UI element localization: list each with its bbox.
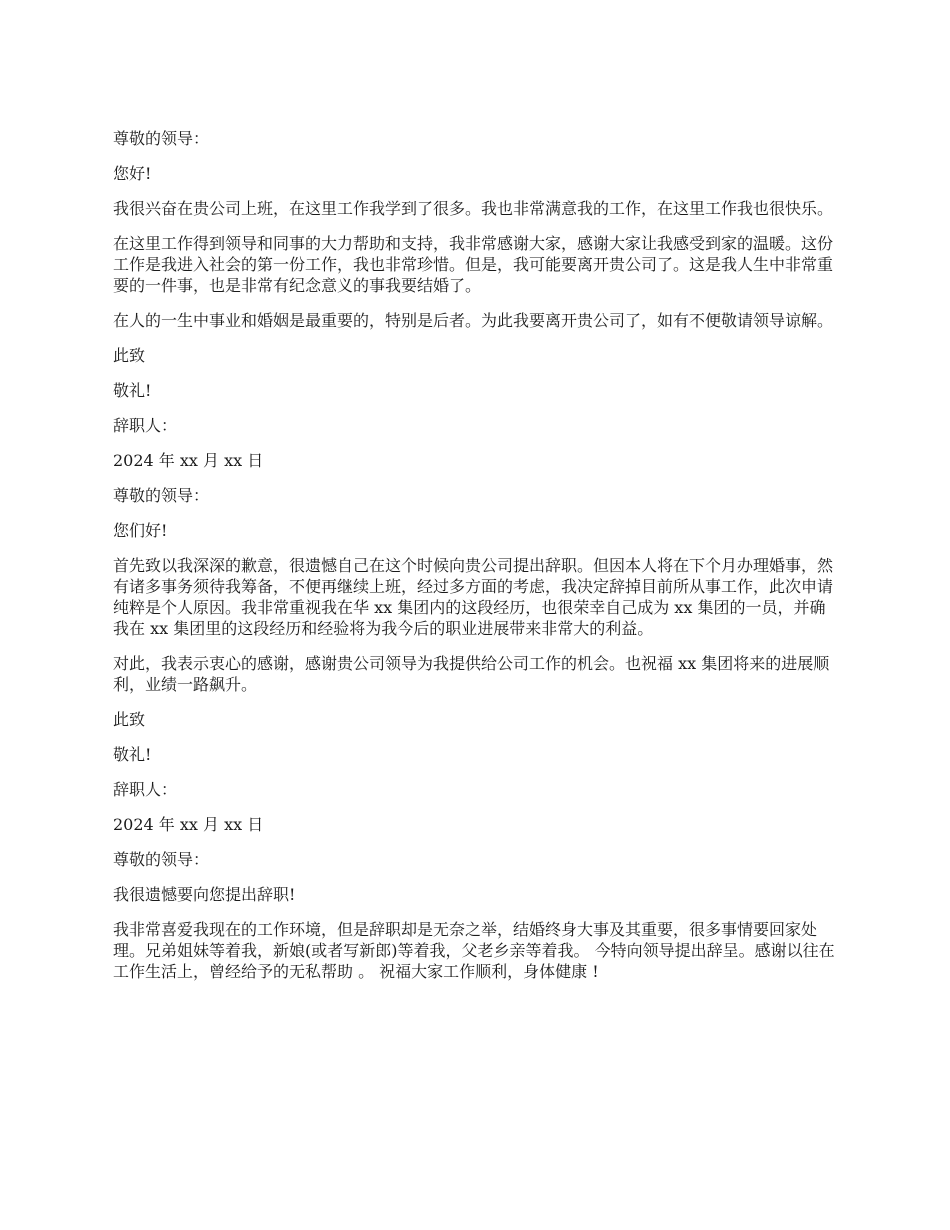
letter-3-paragraph-1: 我非常喜爱我现在的工作环境，但是辞职却是无奈之举，结婚终身大事及其重要，很多事情要回家处理。兄弟姐妹等着我，新娘(或者写新郎)等着我，父老乡亲等着我。 今特向领导提出辞呈。感谢以往在工作生活上，曾经给予的无私帮助 。 祝福大家工作顺利，身体健康 ! bbox=[113, 920, 835, 981]
letter-2-closing-2: 敬礼! bbox=[113, 745, 152, 764]
letter-1-paragraph-3: 在人的一生中事业和婚姻是最重要的，特别是后者。为此我要离开贵公司了，如有不便敬请领导谅解。 bbox=[113, 311, 834, 330]
letter-1-greeting: 您好! bbox=[113, 164, 152, 183]
letter-2-paragraph-2: 对此，我表示衷心的感谢，感谢贵公司领导为我提供给公司工作的机会。也祝福 xx 集团将来的进展顺利，业绩一路飙升。 bbox=[113, 654, 830, 694]
letter-3-greeting: 我很遗憾要向您提出辞职! bbox=[113, 885, 296, 904]
letter-2-closing-1: 此致 bbox=[113, 710, 146, 729]
letter-1-closing-2: 敬礼! bbox=[113, 381, 152, 400]
letter-2-salutation: 尊敬的领导： bbox=[113, 486, 210, 505]
letter-3-salutation: 尊敬的领导： bbox=[113, 850, 210, 869]
letter-1-signer: 辞职人： bbox=[113, 416, 178, 435]
letter-1-paragraph-1: 我很兴奋在贵公司上班，在这里工作我学到了很多。我也非常满意我的工作，在这里工作我也很快乐。 bbox=[113, 199, 834, 218]
letter-2-date: 2024 年 xx 月 xx 日 bbox=[113, 815, 264, 834]
letter-2-signer: 辞职人： bbox=[113, 780, 178, 799]
document-page bbox=[113, 128, 841, 996]
letter-1-closing-1: 此致 bbox=[113, 346, 146, 365]
letter-1-date: 2024 年 xx 月 xx 日 bbox=[113, 451, 264, 470]
letter-1-salutation: 尊敬的领导： bbox=[113, 129, 210, 148]
letter-2-greeting: 您们好! bbox=[113, 521, 168, 540]
letter-2-paragraph-1: 首先致以我深深的歉意，很遗憾自己在这个时候向贵公司提出辞职。但因本人将在下个月办理婚事，然有诸多事务须待我筹备，不便再继续上班，经过多方面的考虑，我决定辞掉目前所从事工作，此次申请纯粹是个人原因。我非常重视我在华 xx 集团内的这段经历，也很荣幸自己成为 xx 集团的一员，并确我在 xx 集团里的这段经历和经验将为我今后的职业进展带来非常大的利益。 bbox=[113, 556, 834, 638]
letter-1-paragraph-2: 在这里工作得到领导和同事的大力帮助和支持，我非常感谢大家，感谢大家让我感受到家的温暖。这份工作是我进入社会的第一份工作，我也非常珍惜。但是，我可能要离开贵公司了。这是我人生中非常重要的一件事，也是非常有纪念意义的事我要结婚了。 bbox=[113, 234, 834, 295]
